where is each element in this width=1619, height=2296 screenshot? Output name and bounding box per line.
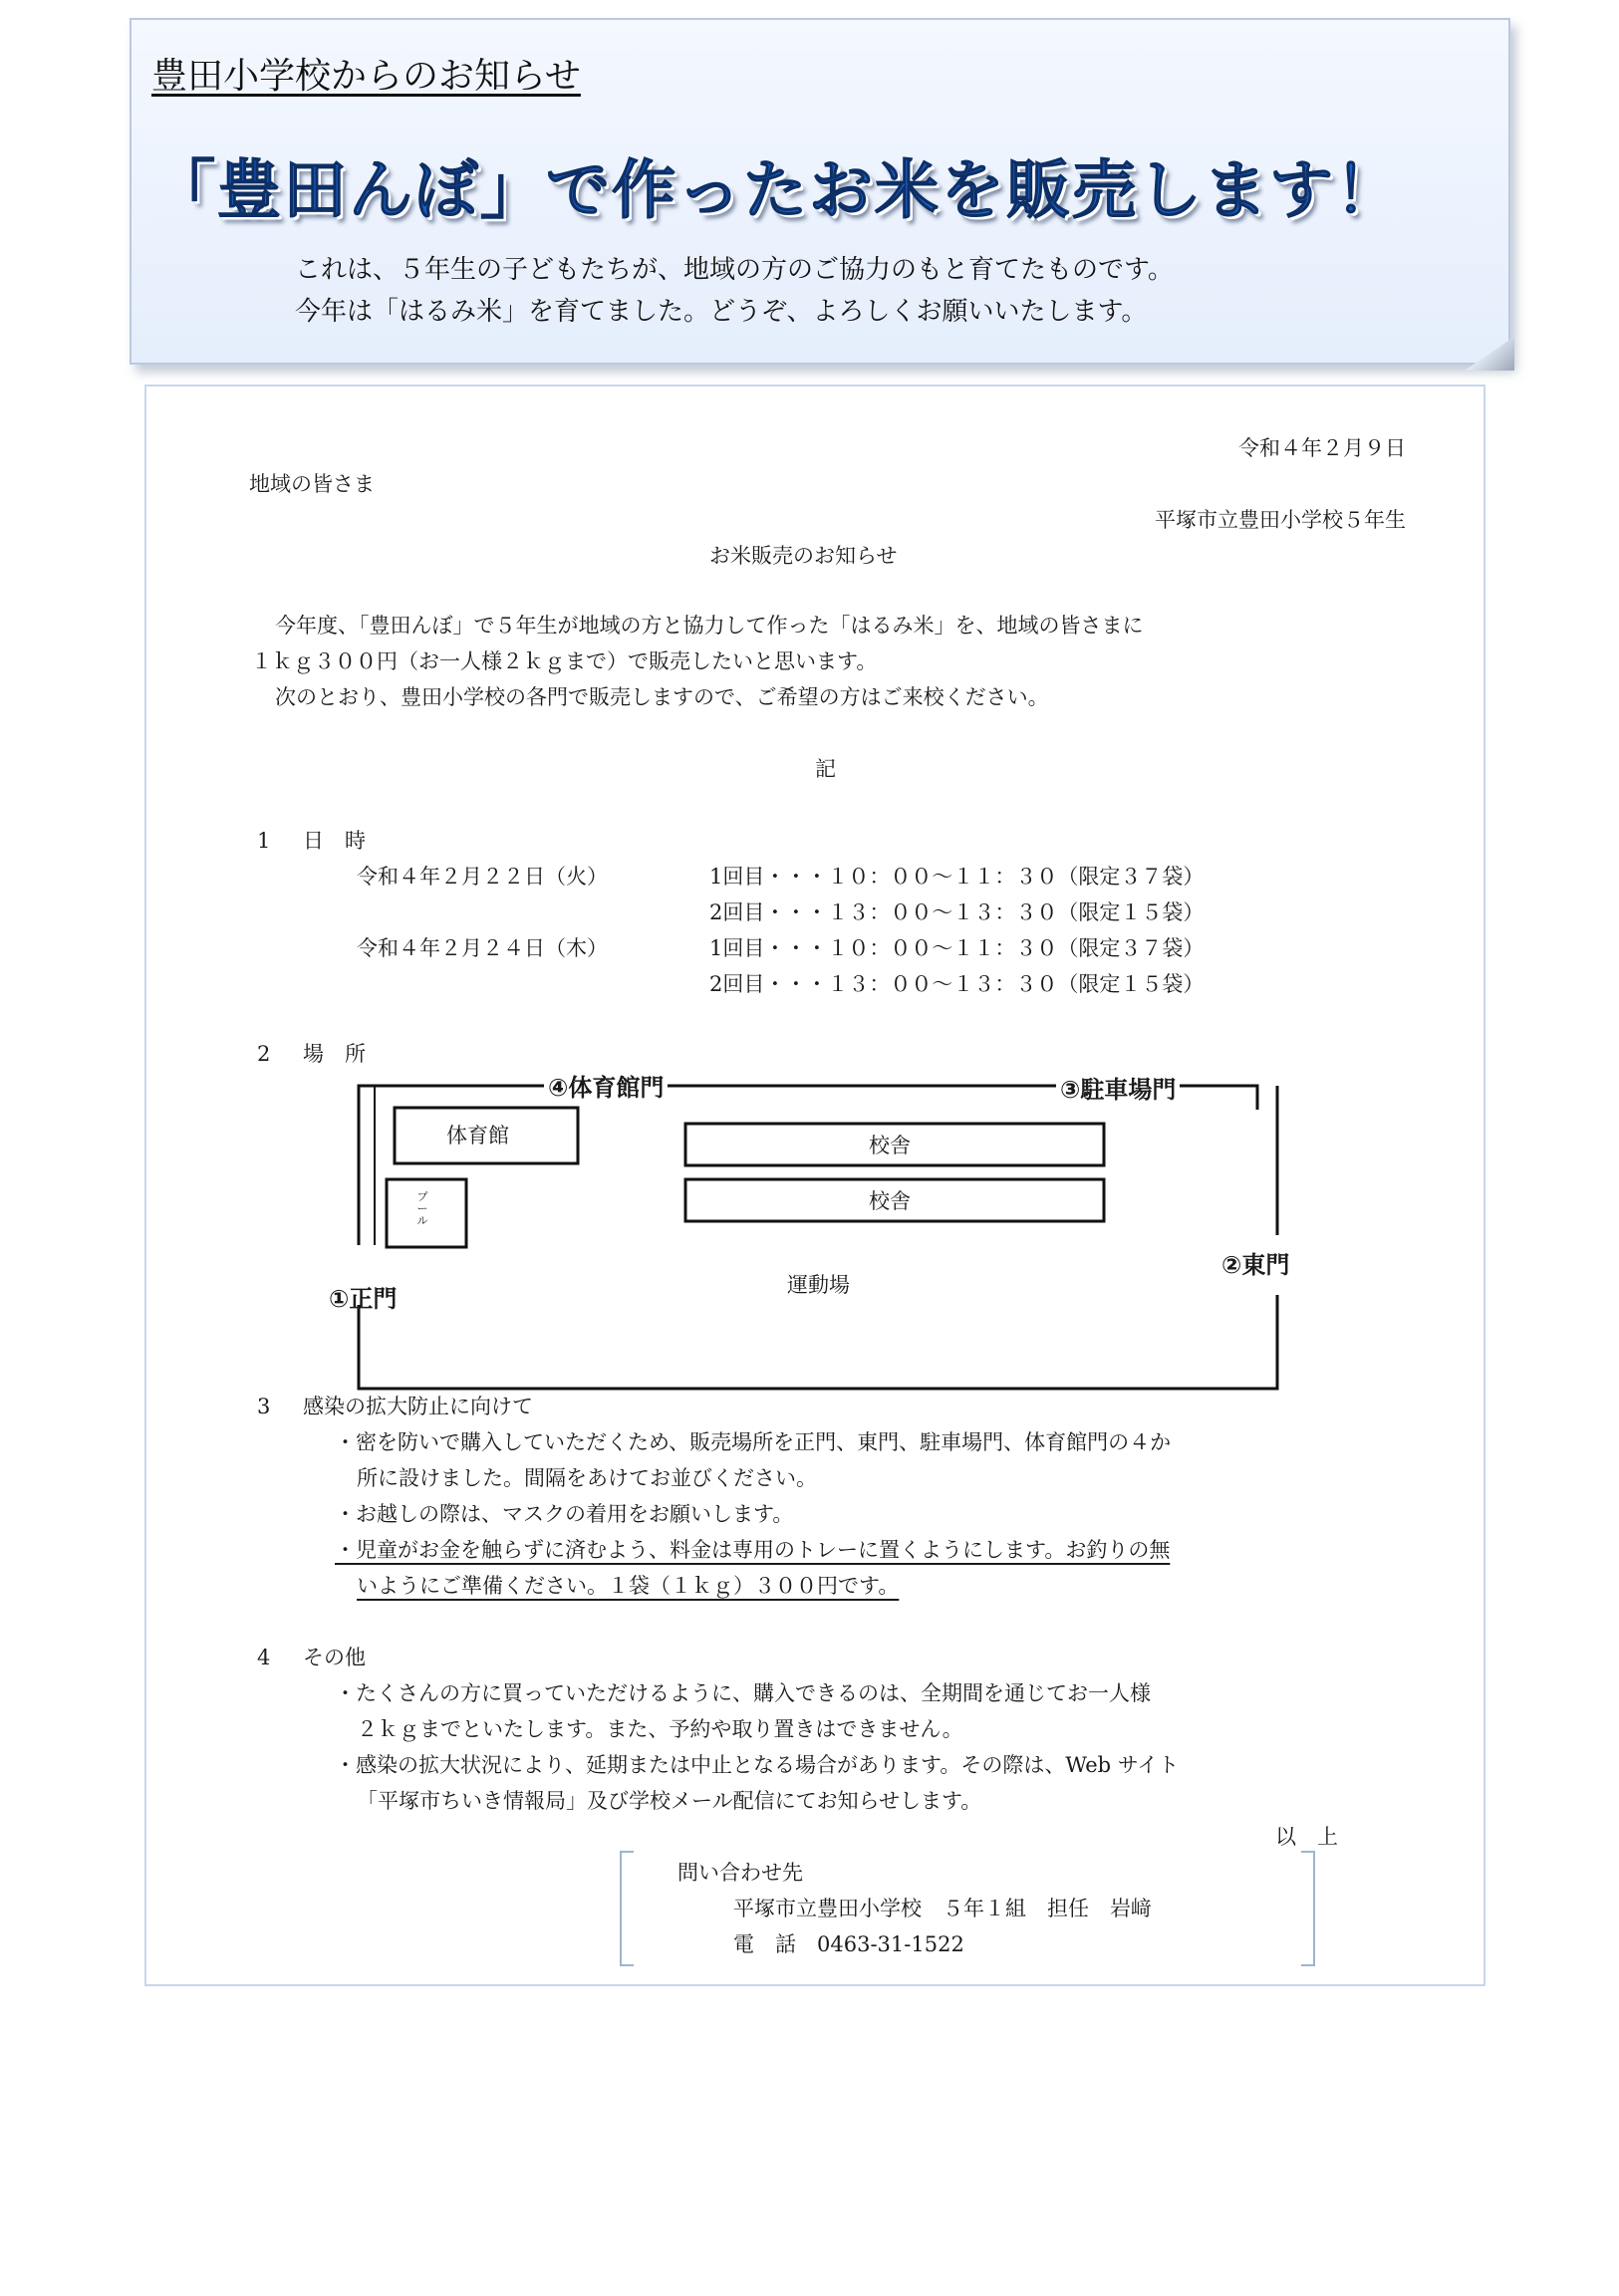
section4-bullet2-line1: ・感染の拡大状況により、延期または中止となる場合があります。その際は、Web サイト	[335, 1753, 1180, 1777]
section3-number: 3	[257, 1395, 271, 1418]
day2-slot1: 1回目・・・１０：００～１１：３０（限定３７袋）	[709, 936, 1205, 960]
section1-heading: 日 時	[303, 829, 366, 853]
section3-bullet1-line2: 所に設けました。間隔をあけてお並びください。	[357, 1466, 817, 1490]
section3-bullet3-line1: ・児童がお金を触らずに済むよう、料金は専用のトレーに置くようにします。お釣りの無	[335, 1538, 1171, 1562]
body-line-2: １ｋｇ３００円（お一人様２ｋｇまで）で販売したいと思います。	[251, 649, 878, 673]
intro-line-2: 今年は「はるみ米」を育てました。どうぞ、よろしくお願いいたします。	[295, 297, 1148, 327]
section3-bullet3-line2: いようにご準備ください。１袋（１ｋｇ）３００円です。	[357, 1574, 900, 1598]
letter-sender: 平塚市立豊田小学校５年生	[1155, 508, 1406, 532]
body-line-1: 今年度、「豊田んぼ」で５年生が地域の方と協力して作った「はるみ米」を、地域の皆さまに	[275, 614, 1144, 638]
section1-number: 1	[257, 829, 271, 853]
intro-line-1: これは、５年生の子どもたちが、地域の方のご協力のもと育てたものです。	[295, 255, 1174, 285]
day1-slot2: 2回目・・・１３：００～１３：３０（限定１５袋）	[709, 900, 1205, 924]
headline: 「豊田んぼ」で作ったお米を販売します！	[151, 154, 1401, 228]
contact-label: 問い合わせ先	[677, 1861, 803, 1885]
gate-gym-label: ④体育館門	[544, 1068, 668, 1103]
section2-heading: 場 所	[303, 1042, 366, 1066]
section3-heading: 感染の拡大防止に向けて	[303, 1395, 533, 1418]
school-building-2-label: 校舎	[869, 1189, 911, 1213]
gymnasium-label: 体育館	[446, 1124, 509, 1148]
body-line-3: 次のとおり、豊田小学校の各門で販売しますので、ご希望の方はご来校ください。	[275, 685, 1049, 709]
section4-heading: その他	[303, 1646, 366, 1669]
section2-number: 2	[257, 1042, 271, 1066]
contact-phone: 電 話 0463-31-1522	[733, 1932, 964, 1956]
day2-slot2: 2回目・・・１３：００～１３：３０（限定１５袋）	[709, 972, 1205, 996]
school-building-1-label: 校舎	[869, 1134, 911, 1157]
school-notice-title: 豊田小学校からのお知らせ	[151, 56, 581, 97]
gate-east-label: ②東門	[1221, 1251, 1290, 1279]
pool-label: プール	[416, 1190, 428, 1227]
day2-date: 令和４年２月２４日（木）	[357, 936, 608, 960]
section4-bullet2-line2: 「平塚市ちいき情報局」及び学校メール配信にてお知らせします。	[357, 1789, 982, 1813]
day1-date: 令和４年２月２２日（火）	[357, 865, 608, 889]
letter-addressee: 地域の皆さま	[249, 472, 375, 496]
playground-label: 運動場	[787, 1273, 850, 1297]
ki-mark: 記	[815, 757, 836, 781]
letter-title: お米販売のお知らせ	[709, 544, 898, 568]
section3-bullet1-line1: ・密を防いで購入していただくため、販売場所を正門、東門、駐車場門、体育館門の４か	[335, 1430, 1172, 1454]
contact-school-teacher: 平塚市立豊田小学校 ５年１組 担任 岩﨑	[733, 1897, 1152, 1920]
day1-slot1: 1回目・・・１０：００～１１：３０（限定３７袋）	[709, 865, 1205, 889]
section4-bullet1-line1: ・たくさんの方に買っていただけるように、購入できるのは、全期間を通じてお一人様	[335, 1681, 1151, 1705]
section4-bullet1-line2: ２ｋｇまでといたします。また、予約や取り置きはできません。	[357, 1717, 963, 1741]
section4-number: 4	[257, 1646, 271, 1669]
closing-mark: 以 上	[1275, 1825, 1338, 1849]
section3-bullet2: ・お越しの際は、マスクの着用をお願いします。	[335, 1502, 794, 1526]
gate-parking-label: ③駐車場門	[1056, 1070, 1180, 1105]
letter-date: 令和４年２月９日	[1238, 436, 1406, 460]
contact-bracket-left	[620, 1851, 634, 1966]
gate-main-label: ①正門	[329, 1285, 398, 1313]
contact-bracket-right	[1301, 1851, 1315, 1966]
